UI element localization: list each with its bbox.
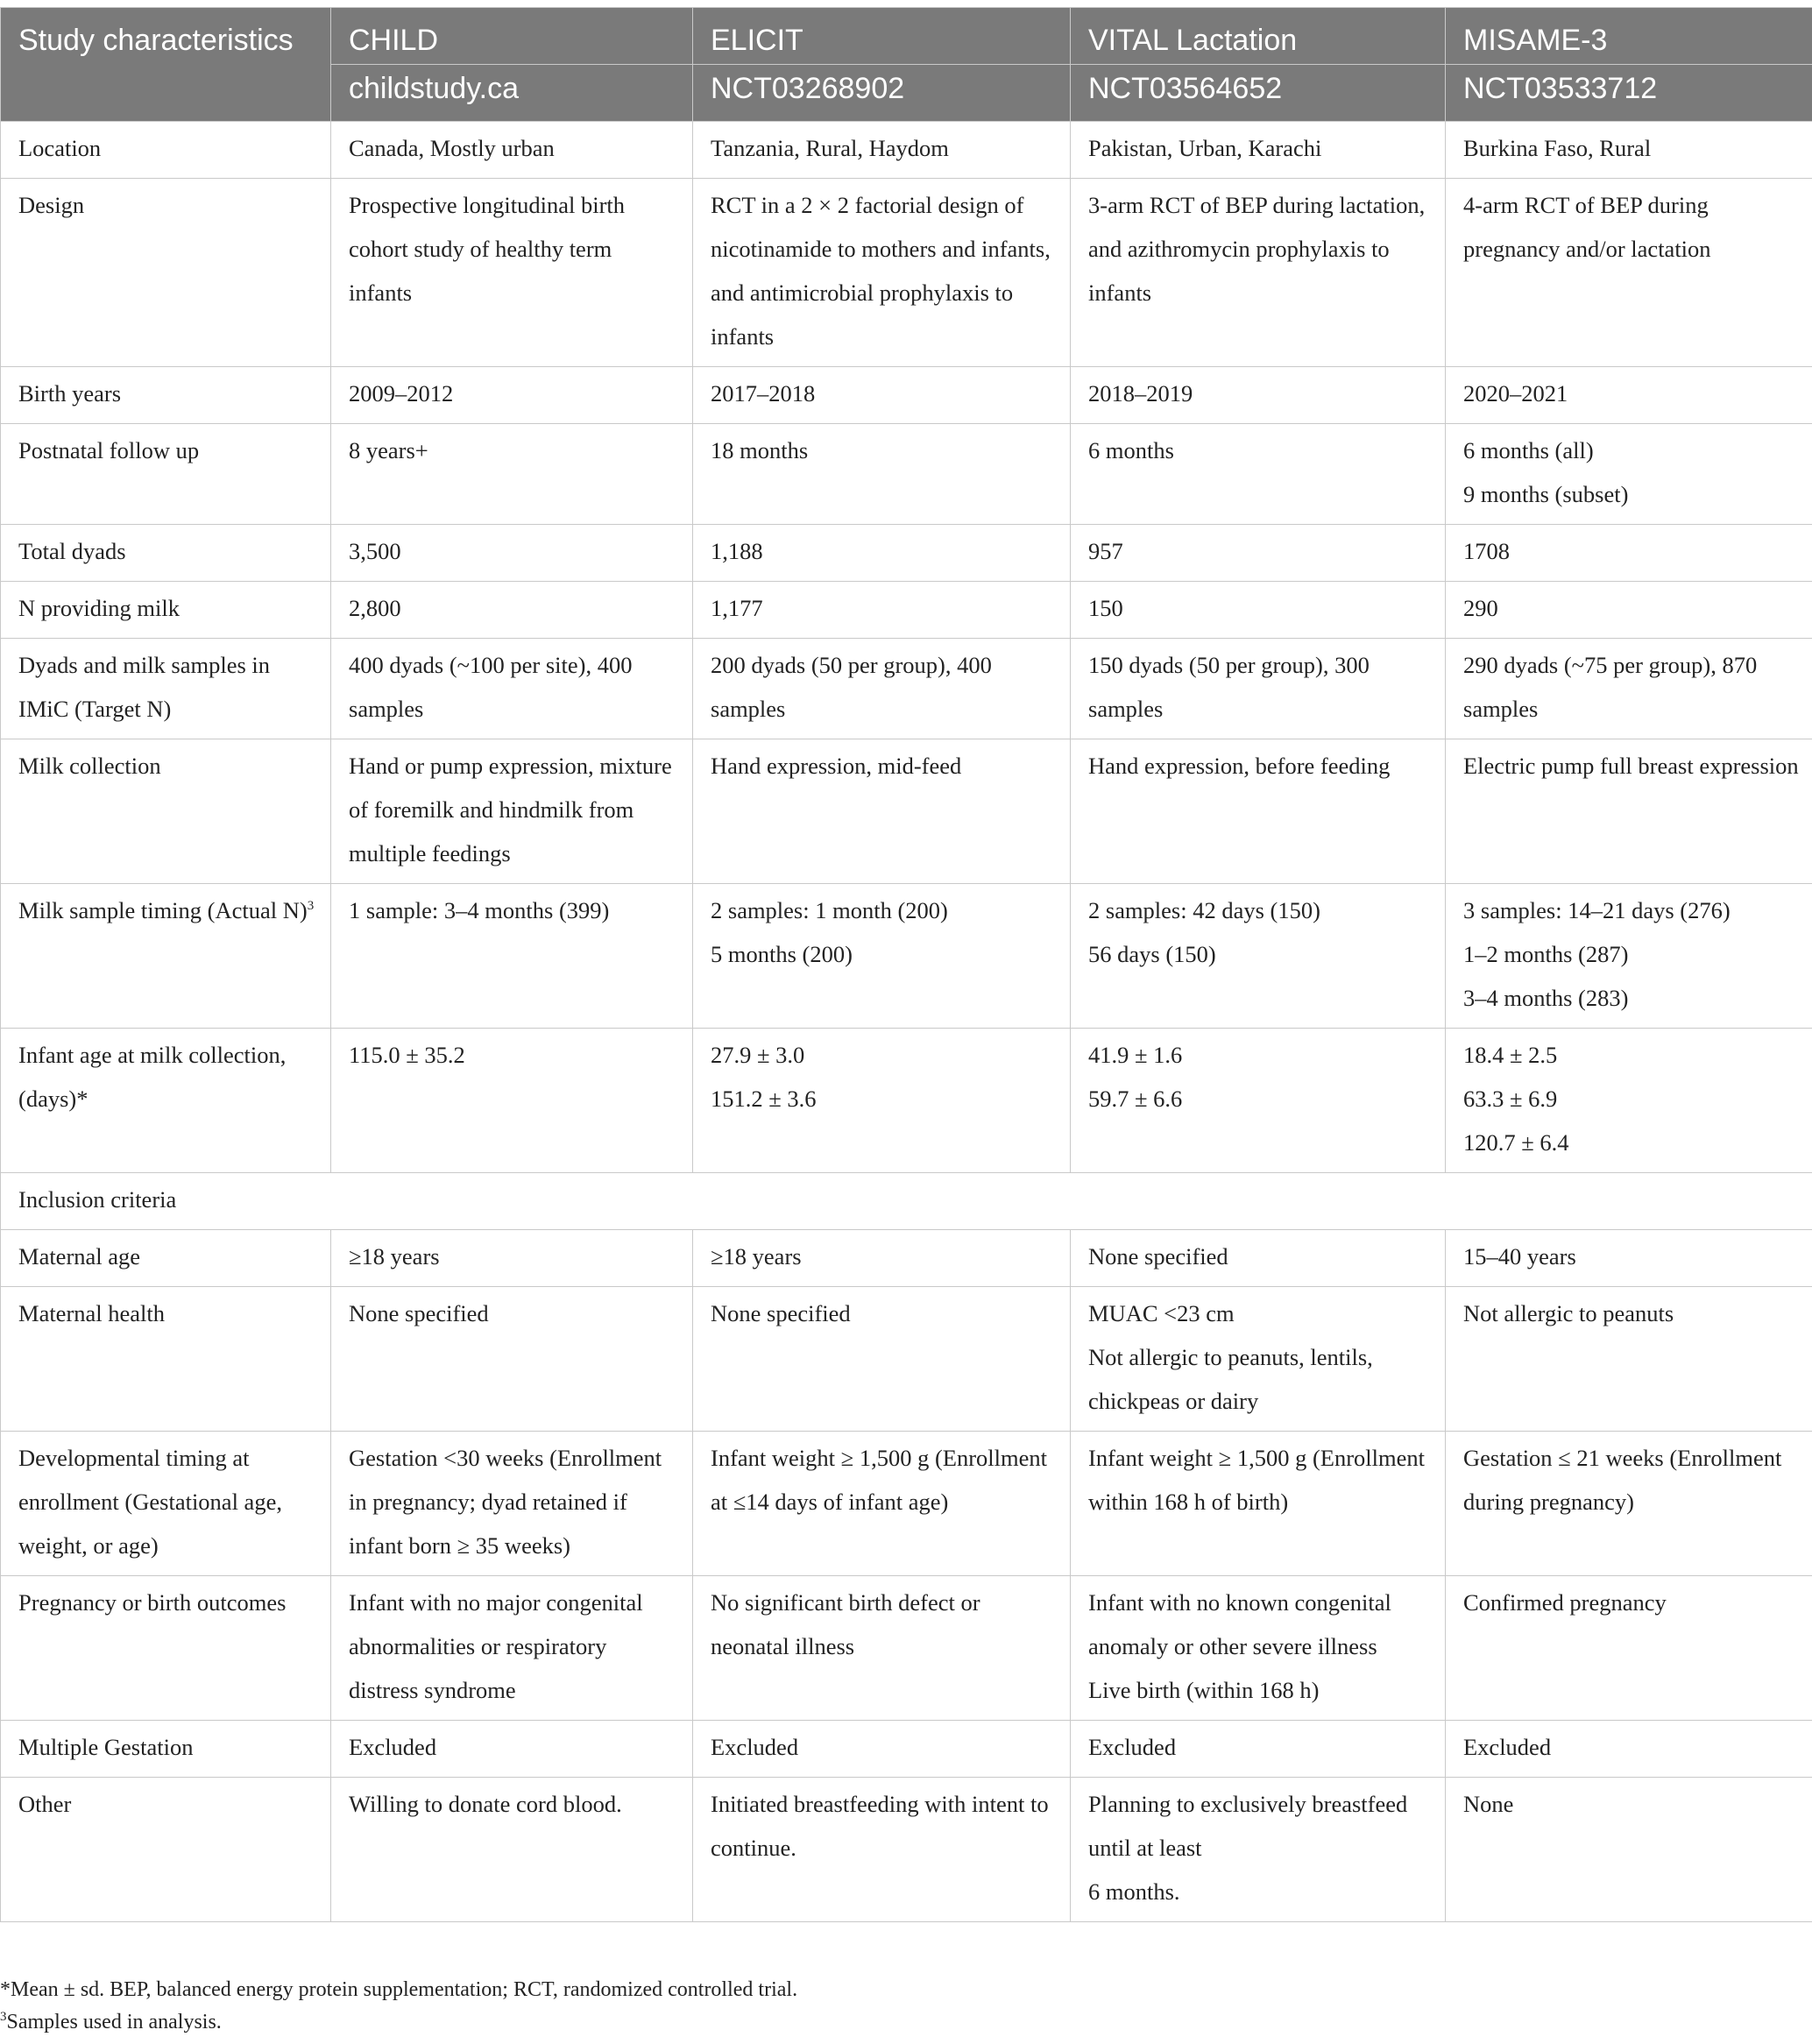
table-row [1, 1432, 1812, 1576]
cell-text: 200 dyads (50 per group), 400 samples [711, 652, 992, 722]
cell-text: ≥18 years [349, 1243, 440, 1270]
study-id-vital: NCT03564652 [1071, 65, 1446, 122]
table-cell [331, 1029, 693, 1173]
table-cell [1071, 122, 1446, 179]
table-row [1, 367, 1812, 424]
cell-text: 1–2 months (287) [1463, 941, 1629, 967]
cell-text: Prospective longitudinal birth cohort study of healthy term infants [349, 192, 626, 306]
table-cell [1446, 122, 1812, 179]
table-row [1, 639, 1812, 739]
cell-text: Infant weight ≥ 1,500 g (Enrollment within 168 h of birth) [1088, 1445, 1425, 1515]
cell-text: 9 months (subset) [1463, 481, 1629, 507]
table-cell [1071, 179, 1446, 367]
table-row [1, 582, 1812, 639]
table-cell [693, 1287, 1071, 1432]
table-cell [331, 582, 693, 639]
footnote-samples-text: Samples used in analysis. [6, 2011, 222, 2033]
cell-text: None [1463, 1791, 1514, 1817]
table-cell [331, 1778, 693, 1922]
table-cell [1071, 739, 1446, 884]
row-label-text: Dyads and milk samples in IMiC (Target N) [18, 652, 271, 722]
row-label-text: Birth years [18, 380, 122, 407]
study-name-elicit: ELICIT [693, 8, 1071, 65]
cell-text: 1 sample: 3–4 months (399) [349, 897, 610, 923]
cell-text: RCT in a 2 × 2 factorial design of nicotinamide to mothers and infants, and antimicrobial prophylaxis to infants [711, 192, 1051, 350]
footnote-samples [0, 2011, 222, 2034]
row-label [1, 1576, 331, 1721]
table-row [1, 1029, 1812, 1173]
table-cell [693, 1778, 1071, 1922]
cell-text: Canada, Mostly urban [349, 135, 555, 161]
study-id-elicit: NCT03268902 [693, 65, 1071, 122]
cell-text: 957 [1088, 538, 1123, 564]
cell-text: 56 days (150) [1088, 941, 1216, 967]
cell-text: Burkina Faso, Rural [1463, 135, 1652, 161]
table-cell [693, 1029, 1071, 1173]
table-row [1, 1778, 1812, 1922]
study-name-vital: VITAL Lactation [1071, 8, 1446, 65]
cell-text: 4-arm RCT of BEP during pregnancy and/or lactation [1463, 192, 1711, 262]
cell-text: No significant birth defect or neonatal illness [711, 1589, 980, 1659]
table-cell [693, 1432, 1071, 1576]
table-cell [331, 639, 693, 739]
cell-text: 5 months (200) [711, 941, 853, 967]
table-row [1, 122, 1812, 179]
table-cell [1071, 424, 1446, 525]
study-name-misame: MISAME-3 [1446, 8, 1812, 65]
row-label-text: Milk sample timing (Actual N) [18, 897, 308, 923]
table-cell [331, 367, 693, 424]
cell-text: Initiated breastfeeding with intent to continue. [711, 1791, 1049, 1861]
cell-text: 18.4 ± 2.5 [1463, 1042, 1558, 1068]
table-row [1, 884, 1812, 1029]
table-row [1, 179, 1812, 367]
table-cell [1446, 367, 1812, 424]
cell-text: Not allergic to peanuts, lentils, chickpeas or dairy [1088, 1344, 1373, 1414]
row-label [1, 122, 331, 179]
table-cell [1071, 1576, 1446, 1721]
row-label-text: Maternal health [18, 1300, 166, 1326]
cell-text: MUAC <23 cm [1088, 1300, 1235, 1326]
table-cell [1071, 1778, 1446, 1922]
table-cell [1446, 1576, 1812, 1721]
table-cell [1446, 1778, 1812, 1922]
cell-text: Not allergic to peanuts [1463, 1300, 1674, 1326]
table-cell [331, 179, 693, 367]
cell-text: 290 dyads (~75 per group), 870 samples [1463, 652, 1758, 722]
table-cell [693, 1230, 1071, 1287]
table-cell [1071, 1029, 1446, 1173]
row-label-text: Maternal age [18, 1243, 141, 1270]
cell-text: 2 samples: 1 month (200) [711, 897, 948, 923]
row-label [1, 424, 331, 525]
table-cell [693, 424, 1071, 525]
cell-text: Electric pump full breast expression [1463, 753, 1799, 779]
cell-text: 3,500 [349, 538, 401, 564]
table-cell [693, 122, 1071, 179]
row-label-text: N providing milk [18, 595, 180, 621]
cell-text: Infant with no major congenital abnormalities or respiratory distress syndrome [349, 1589, 643, 1703]
cell-text: Excluded [711, 1734, 799, 1760]
table-cell [331, 1230, 693, 1287]
cell-text: 15–40 years [1463, 1243, 1576, 1270]
table-header [1, 8, 1812, 122]
row-label [1, 1029, 331, 1173]
footnote-marker: 3 [0, 2010, 7, 2024]
cell-text: 1,188 [711, 538, 763, 564]
cell-text: None specified [711, 1300, 851, 1326]
cell-text: 1,177 [711, 595, 763, 621]
table-cell [1071, 1721, 1446, 1778]
header-corner: Study characteristics [1, 8, 331, 122]
cell-text: Hand or pump expression, mixture of foremilk and hindmilk from multiple feedings [349, 753, 672, 866]
study-id-misame: NCT03533712 [1446, 65, 1812, 122]
cell-text: 150 dyads (50 per group), 300 samples [1088, 652, 1370, 722]
table-row [1, 1721, 1812, 1778]
cell-text: 2018–2019 [1088, 380, 1193, 407]
row-label [1, 1432, 331, 1576]
table-cell [331, 1287, 693, 1432]
table-cell [693, 525, 1071, 582]
cell-text: 151.2 ± 3.6 [711, 1086, 817, 1112]
table-cell [693, 1576, 1071, 1721]
cell-text: 115.0 ± 35.2 [349, 1042, 465, 1068]
table-cell [331, 884, 693, 1029]
table-row [1, 525, 1812, 582]
cell-text: 120.7 ± 6.4 [1463, 1129, 1569, 1156]
row-label [1, 1721, 331, 1778]
table-cell [1446, 1029, 1812, 1173]
table-cell [693, 367, 1071, 424]
row-label-text: Other [18, 1791, 72, 1817]
cell-text: 2020–2021 [1463, 380, 1568, 407]
table-cell [1446, 424, 1812, 525]
cell-text: 6 months. [1088, 1878, 1180, 1905]
cell-text: Excluded [1088, 1734, 1177, 1760]
row-label [1, 525, 331, 582]
table-cell [331, 1576, 693, 1721]
table-cell [1446, 525, 1812, 582]
table-row [1, 739, 1812, 884]
table-cell [1071, 884, 1446, 1029]
row-label [1, 1230, 331, 1287]
table-row [1, 1287, 1812, 1432]
table-cell [1446, 1230, 1812, 1287]
row-label [1, 884, 331, 1029]
cell-text: 27.9 ± 3.0 [711, 1042, 805, 1068]
footnote-mean-sd: *Mean ± sd. BEP, balanced energy protein supplementation; RCT, randomized controlled trial. [0, 1978, 798, 2001]
cell-text: 150 [1088, 595, 1123, 621]
table-cell [331, 1721, 693, 1778]
row-label-text: Location [18, 135, 102, 161]
cell-text: Gestation <30 weeks (Enrollment in pregnancy; dyad retained if infant born ≥ 35 weeks) [349, 1445, 662, 1559]
cell-text: 2 samples: 42 days (150) [1088, 897, 1320, 923]
table-cell [1446, 1721, 1812, 1778]
cell-text: 6 months [1088, 437, 1174, 463]
cell-text: Infant weight ≥ 1,500 g (Enrollment at ≤14 days of infant age) [711, 1445, 1047, 1515]
cell-text: Excluded [1463, 1734, 1552, 1760]
table-cell [331, 1432, 693, 1576]
cell-text: 41.9 ± 1.6 [1088, 1042, 1183, 1068]
cell-text: 400 dyads (~100 per site), 400 samples [349, 652, 633, 722]
table-cell [331, 525, 693, 582]
table-cell [1446, 1432, 1812, 1576]
cell-text: 2009–2012 [349, 380, 454, 407]
table-row [1, 424, 1812, 525]
table-cell [693, 1721, 1071, 1778]
cell-text: Tanzania, Rural, Haydom [711, 135, 949, 161]
table-cell [1446, 739, 1812, 884]
table-cell [1446, 582, 1812, 639]
cell-text: None specified [1088, 1243, 1228, 1270]
study-characteristics-table [0, 7, 1812, 1922]
section-row [1, 1173, 1812, 1230]
table-cell [331, 739, 693, 884]
table-row [1, 1230, 1812, 1287]
table-cell [1071, 1230, 1446, 1287]
cell-text: 1708 [1463, 538, 1510, 564]
row-label [1, 739, 331, 884]
table-cell [693, 884, 1071, 1029]
study-name-child: CHILD [331, 8, 693, 65]
row-label [1, 639, 331, 739]
table-row [1, 1576, 1812, 1721]
cell-text: 59.7 ± 6.6 [1088, 1086, 1183, 1112]
table-cell [1071, 525, 1446, 582]
study-id-child: childstudy.ca [331, 65, 693, 122]
table-cell [1446, 179, 1812, 367]
cell-text: Confirmed pregnancy [1463, 1589, 1667, 1616]
table-cell [693, 179, 1071, 367]
row-label [1, 582, 331, 639]
table-body [1, 122, 1812, 1922]
table-cell [1446, 639, 1812, 739]
cell-text: Pakistan, Urban, Karachi [1088, 135, 1322, 161]
table-cell [693, 639, 1071, 739]
cell-text: 3–4 months (283) [1463, 985, 1629, 1011]
cell-text: Infant with no known congenital anomaly or other severe illness [1088, 1589, 1391, 1659]
cell-text: Willing to donate cord blood. [349, 1791, 622, 1817]
footnote-marker: 3 [307, 899, 315, 914]
cell-text: Hand expression, before feeding [1088, 753, 1391, 779]
row-label-text: Infant age at milk collection, (days)* [18, 1042, 287, 1112]
cell-text: 3 samples: 14–21 days (276) [1463, 897, 1731, 923]
cell-text: Hand expression, mid-feed [711, 753, 962, 779]
cell-text: Gestation ≤ 21 weeks (Enrollment during pregnancy) [1463, 1445, 1782, 1515]
row-label-text: Postnatal follow up [18, 437, 200, 463]
table-cell [1071, 639, 1446, 739]
table-cell [693, 739, 1071, 884]
table-cell [1071, 1287, 1446, 1432]
table-cell [1071, 367, 1446, 424]
row-label-text: Developmental timing at enrollment (Gestational age, weight, or age) [18, 1445, 282, 1559]
row-label [1, 367, 331, 424]
cell-text: 2,800 [349, 595, 401, 621]
row-label-text: Design [18, 192, 85, 218]
cell-text: 290 [1463, 595, 1498, 621]
cell-text: 3-arm RCT of BEP during lactation, and azithromycin prophylaxis to infants [1088, 192, 1426, 306]
cell-text: Excluded [349, 1734, 437, 1760]
row-label [1, 1287, 331, 1432]
row-label-text: Total dyads [18, 538, 126, 564]
table-cell [693, 582, 1071, 639]
cell-text: 8 years+ [349, 437, 428, 463]
section-title: Inclusion criteria [1, 1173, 1812, 1230]
table-cell [1071, 582, 1446, 639]
table-cell [331, 122, 693, 179]
cell-text: 6 months (all) [1463, 437, 1594, 463]
cell-text: Planning to exclusively breastfeed until at least [1088, 1791, 1408, 1861]
table-cell [1446, 884, 1812, 1029]
cell-text: 18 months [711, 437, 809, 463]
row-label-text: Pregnancy or birth outcomes [18, 1589, 287, 1616]
cell-text: 2017–2018 [711, 380, 816, 407]
table-cell [1071, 1432, 1446, 1576]
row-label-text: Multiple Gestation [18, 1734, 194, 1760]
table-cell [1446, 1287, 1812, 1432]
cell-text: 63.3 ± 6.9 [1463, 1086, 1558, 1112]
row-label-text: Milk collection [18, 753, 161, 779]
cell-text: Live birth (within 168 h) [1088, 1677, 1320, 1703]
table-cell [331, 424, 693, 525]
row-label [1, 179, 331, 367]
cell-text: ≥18 years [711, 1243, 802, 1270]
cell-text: None specified [349, 1300, 489, 1326]
row-label [1, 1778, 331, 1922]
